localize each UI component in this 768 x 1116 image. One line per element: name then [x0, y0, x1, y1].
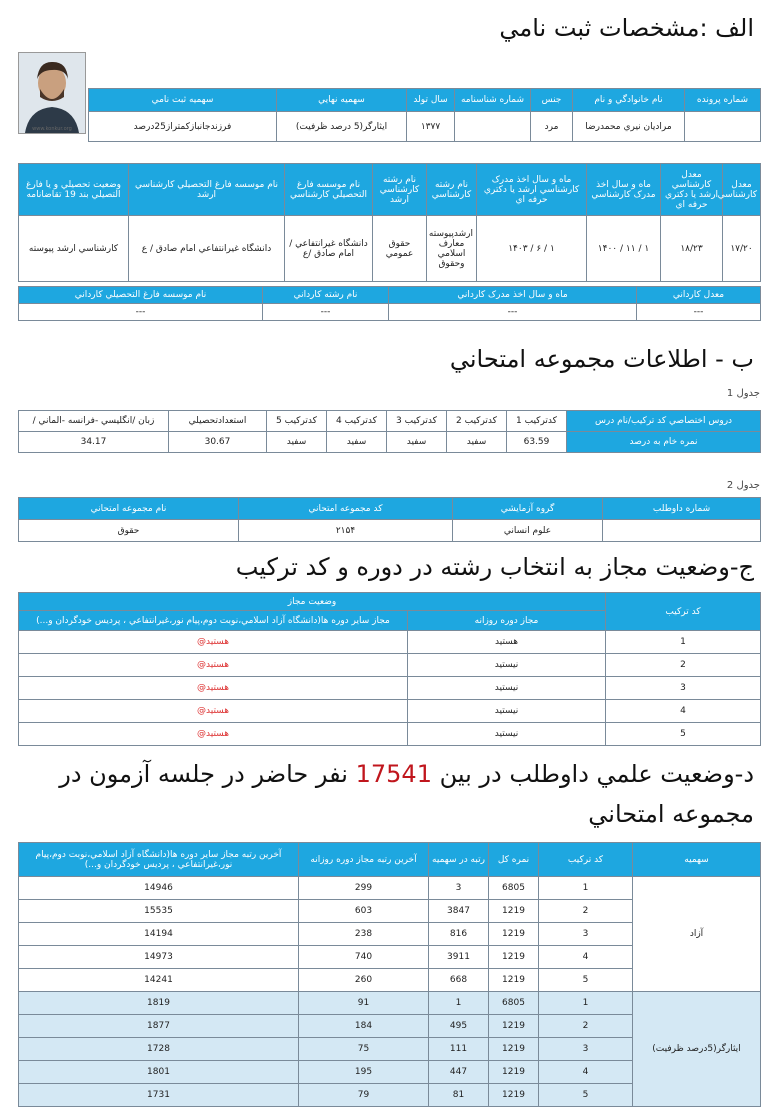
rank-total: 1219 — [489, 1015, 539, 1038]
t1-score2: سفيد — [447, 432, 507, 453]
edu-bsc-field: ارشدپيوسته معارف اسلامي وحقوق — [427, 216, 477, 282]
rank-total: 6805 — [489, 992, 539, 1015]
rank-last-other: 1731 — [19, 1084, 299, 1107]
table1-label: جدول 1 — [726, 388, 760, 399]
rank-total: 1219 — [489, 1084, 539, 1107]
rank-header-quota-rank: رتبه در سهميه — [429, 843, 489, 877]
reg-header-name: نام خانوادگي و نام — [573, 89, 685, 112]
c-row-code: 3 — [606, 677, 761, 700]
c-row-day: نيستيد — [408, 654, 606, 677]
c-row-day: هستيد — [408, 631, 606, 654]
rank-in-quota: 447 — [429, 1061, 489, 1084]
reg-reg-quota: فرزندجانبازكمتراز25درصد — [89, 112, 277, 142]
kardani-header-inst: نام موسسه فارغ التحصيلي كارداني — [19, 287, 263, 304]
rank-in-quota: 668 — [429, 969, 489, 992]
reg-name: مراديان نيري محمدرضا — [573, 112, 685, 142]
t1-score5: سفيد — [267, 432, 327, 453]
t1-header-language: زبان /انگليسي -فرانسه -الماني / — [19, 411, 169, 432]
edu-header-msc-date: ماه و سال اخذ مدرک كارشناسي ارشد يا دكتري حرفه اي — [477, 164, 587, 216]
education-table — [18, 163, 761, 282]
rank-last-day: 603 — [299, 900, 429, 923]
c-header-day: مجاز دوره روزانه — [408, 611, 606, 631]
rank-last-day: 91 — [299, 992, 429, 1015]
t1-score-language: 34.17 — [19, 432, 169, 453]
c-row-other[interactable]: هستيد@ — [19, 654, 408, 677]
c-row-day: نيستيد — [408, 723, 606, 746]
scores-table — [18, 410, 761, 453]
c-header-status: وضعيت مجاز — [19, 593, 606, 611]
rank-total: 1219 — [489, 946, 539, 969]
rank-header-last-day: آخرين رتبه مجاز دوره روزانه — [299, 843, 429, 877]
c-row-other[interactable]: هستيد@ — [19, 723, 408, 746]
t2-name: حقوق — [19, 520, 239, 542]
section-d-title — [59, 760, 754, 788]
c-row-code: 2 — [606, 654, 761, 677]
reg-header-file-no: شماره پرونده — [685, 89, 761, 112]
table2-label: جدول 2 — [726, 480, 760, 491]
rank-last-other: 14241 — [19, 969, 299, 992]
reg-header-birth-year: سال تولد — [407, 89, 455, 112]
kardani-gpa: --- — [637, 304, 761, 321]
kardani-header-date: ماه و سال اخذ مدرک كارداني — [389, 287, 637, 304]
rank-last-other: 1819 — [19, 992, 299, 1015]
t1-header-code5: كدتركيب 5 — [267, 411, 327, 432]
t1-score-aptitude: 30.67 — [169, 432, 267, 453]
reg-header-id-no: شماره شناسنامه — [455, 89, 531, 112]
edu-msc-gpa: ١٨/٢٣ — [661, 216, 723, 282]
kardani-inst: --- — [19, 304, 263, 321]
rank-total: 1219 — [489, 923, 539, 946]
rank-code: 1 — [539, 992, 633, 1015]
rank-code: 2 — [539, 900, 633, 923]
rank-header-quota: سهميه — [633, 843, 761, 877]
t1-header-code4: كدتركيب 4 — [327, 411, 387, 432]
edu-header-msc-field: نام رشته كارشناسي ارشد — [373, 164, 427, 216]
t2-header-code: كد مجموعه امتحاني — [239, 498, 453, 520]
rank-header-code: كد تركيب — [539, 843, 633, 877]
t2-group: علوم انساني — [453, 520, 603, 542]
candidate-photo — [18, 52, 86, 134]
rank-in-quota: 81 — [429, 1084, 489, 1107]
rank-last-day: 299 — [299, 877, 429, 900]
t2-header-name: نام مجموعه امتحاني — [19, 498, 239, 520]
section-a-title: الف :مشخصات ثبت نامي — [499, 14, 754, 42]
rank-code: 3 — [539, 1038, 633, 1061]
t1-header-code1: كدتركيب 1 — [507, 411, 567, 432]
edu-bsc-gpa: ١٧/٢٠ — [723, 216, 761, 282]
rank-in-quota: 3911 — [429, 946, 489, 969]
rank-header-total: نمره كل — [489, 843, 539, 877]
person-photo-icon — [19, 53, 85, 133]
c-row-other[interactable]: هستيد@ — [19, 700, 408, 723]
rank-total: 6805 — [489, 877, 539, 900]
rank-in-quota: 3847 — [429, 900, 489, 923]
section-c-title: ج-وضعيت مجاز به انتخاب رشته در دوره و كد تركيب — [235, 553, 754, 581]
t2-candidate-no — [603, 520, 761, 542]
rank-last-other: 14946 — [19, 877, 299, 900]
rank-quota-isargar: ايثارگر(5درصد ظرفيت) — [633, 992, 761, 1107]
reg-gender: مرد — [531, 112, 573, 142]
kardani-field: --- — [263, 304, 389, 321]
rank-in-quota: 495 — [429, 1015, 489, 1038]
reg-birth-year: ١٣٧٧ — [407, 112, 455, 142]
t1-header-code3: كدتركيب 3 — [387, 411, 447, 432]
reg-final-quota: ايثارگر(5 درصد ظرفيت) — [277, 112, 407, 142]
rank-last-day: 740 — [299, 946, 429, 969]
rank-code: 5 — [539, 969, 633, 992]
section-b-title: ب - اطلاعات مجموعه امتحاني — [449, 345, 754, 373]
rank-last-day: 79 — [299, 1084, 429, 1107]
c-row-code: 4 — [606, 700, 761, 723]
rank-total: 1219 — [489, 900, 539, 923]
rank-last-day: 75 — [299, 1038, 429, 1061]
t2-header-group: گروه آزمايشي — [453, 498, 603, 520]
rank-code: 3 — [539, 923, 633, 946]
rank-code: 4 — [539, 946, 633, 969]
kardani-date: --- — [389, 304, 637, 321]
rank-last-other: 1728 — [19, 1038, 299, 1061]
rank-last-day: 195 — [299, 1061, 429, 1084]
rank-code: 1 — [539, 877, 633, 900]
edu-bsc-inst: دانشگاه غيرانتفاعي / امام صادق /ع — [285, 216, 373, 282]
exam-group-table — [18, 497, 761, 542]
rank-header-last-other: آخرين رتبه مجاز ساير دوره ها(دانشگاه آزاد اسلامي،نوبت دوم،پيام نور،غيرانتفاعي ، پرديس خودگردان و...) — [19, 843, 299, 877]
reg-header-final-quota: سهميه نهايي — [277, 89, 407, 112]
rank-last-other: 1877 — [19, 1015, 299, 1038]
rank-last-other: 14194 — [19, 923, 299, 946]
kardani-table — [18, 286, 761, 321]
rank-in-quota: 816 — [429, 923, 489, 946]
rank-total: 1219 — [489, 1038, 539, 1061]
t1-header-course: دروس اختصاصي كد تركيب/نام درس — [567, 411, 761, 432]
c-row-code: 1 — [606, 631, 761, 654]
rank-in-quota: 3 — [429, 877, 489, 900]
section-d-count: 17541 — [355, 760, 432, 788]
rank-last-day: 184 — [299, 1015, 429, 1038]
c-row-day: نيستيد — [408, 700, 606, 723]
section-d-title-before: د-وضعيت علمي داوطلب در بين — [439, 760, 754, 788]
kardani-header-field: نام رشته كارداني — [263, 287, 389, 304]
kardani-header-gpa: معدل كارداني — [637, 287, 761, 304]
photo-caption: www.konkur.org — [32, 126, 72, 132]
t2-code: ٢١۵۴ — [239, 520, 453, 542]
rank-total: 1219 — [489, 1061, 539, 1084]
t1-header-code2: كدتركيب 2 — [447, 411, 507, 432]
rank-last-day: 238 — [299, 923, 429, 946]
rank-table — [18, 842, 761, 1107]
eligibility-table — [18, 592, 761, 746]
c-row-other[interactable]: هستيد@ — [19, 677, 408, 700]
c-header-other: مجاز ساير دوره ها(دانشگاه آزاد اسلامي،نوبت دوم،پيام نور،غيرانتفاعي ، پرديس خودگردان و...) — [19, 611, 408, 631]
edu-header-bsc-gpa: معدل كارشناسي — [723, 164, 761, 216]
rank-code: 4 — [539, 1061, 633, 1084]
edu-msc-date: ١ / ۶ / ١۴٠٣ — [477, 216, 587, 282]
t1-header-aptitude: استعدادتحصيلي — [169, 411, 267, 432]
edu-header-bsc-inst: نام موسسه فارغ التحصيلي كارشناسي — [285, 164, 373, 216]
t1-row-label: نمره خام به درصد — [567, 432, 761, 453]
rank-in-quota: 1 — [429, 992, 489, 1015]
c-row-code: 5 — [606, 723, 761, 746]
t2-header-candidate-no: شماره داوطلب — [603, 498, 761, 520]
reg-header-gender: جنس — [531, 89, 573, 112]
rank-last-day: 260 — [299, 969, 429, 992]
t1-score4: سفيد — [327, 432, 387, 453]
edu-msc-field: حقوق عمومي — [373, 216, 427, 282]
edu-bsc-date: ١ / ١١ / ١۴٠٠ — [587, 216, 661, 282]
edu-header-msc-inst: نام موسسه فارغ التحصيلي كارشناسي ارشد — [129, 164, 285, 216]
rank-last-other: 14973 — [19, 946, 299, 969]
edu-status: كارشناسي ارشد پيوسته — [19, 216, 129, 282]
c-row-day: نيستيد — [408, 677, 606, 700]
reg-id-no — [455, 112, 531, 142]
edu-msc-inst: دانشگاه غيرانتفاعي امام صادق / ع — [129, 216, 285, 282]
edu-header-msc-gpa: معدل كارشناسي ارشد يا دكتري حرفه اي — [661, 164, 723, 216]
section-d-title-line2: مجموعه امتحاني — [588, 800, 754, 828]
c-header-code: كد تركيب — [606, 593, 761, 631]
c-row-other[interactable]: هستيد@ — [19, 631, 408, 654]
edu-header-bsc-field: نام رشته كارشناسي — [427, 164, 477, 216]
rank-total: 1219 — [489, 969, 539, 992]
rank-quota-azad: آزاد — [633, 877, 761, 992]
t1-score3: سفيد — [387, 432, 447, 453]
edu-header-bsc-date: ماه و سال اخذ مدرک كارشناسي — [587, 164, 661, 216]
rank-last-other: 1801 — [19, 1061, 299, 1084]
rank-in-quota: 111 — [429, 1038, 489, 1061]
section-d-title-after: نفر حاضر در جلسه آزمون در — [59, 760, 348, 788]
edu-header-status: وضعيت تحصيلي و يا فارغ التصيلي بند 19 تقاضانامه — [19, 164, 129, 216]
registration-table — [88, 88, 761, 142]
rank-last-other: 15535 — [19, 900, 299, 923]
reg-file-no — [685, 112, 761, 142]
reg-header-reg-quota: سهميه ثبت نامي — [89, 89, 277, 112]
t1-score1: 63.59 — [507, 432, 567, 453]
rank-code: 2 — [539, 1015, 633, 1038]
rank-code: 5 — [539, 1084, 633, 1107]
